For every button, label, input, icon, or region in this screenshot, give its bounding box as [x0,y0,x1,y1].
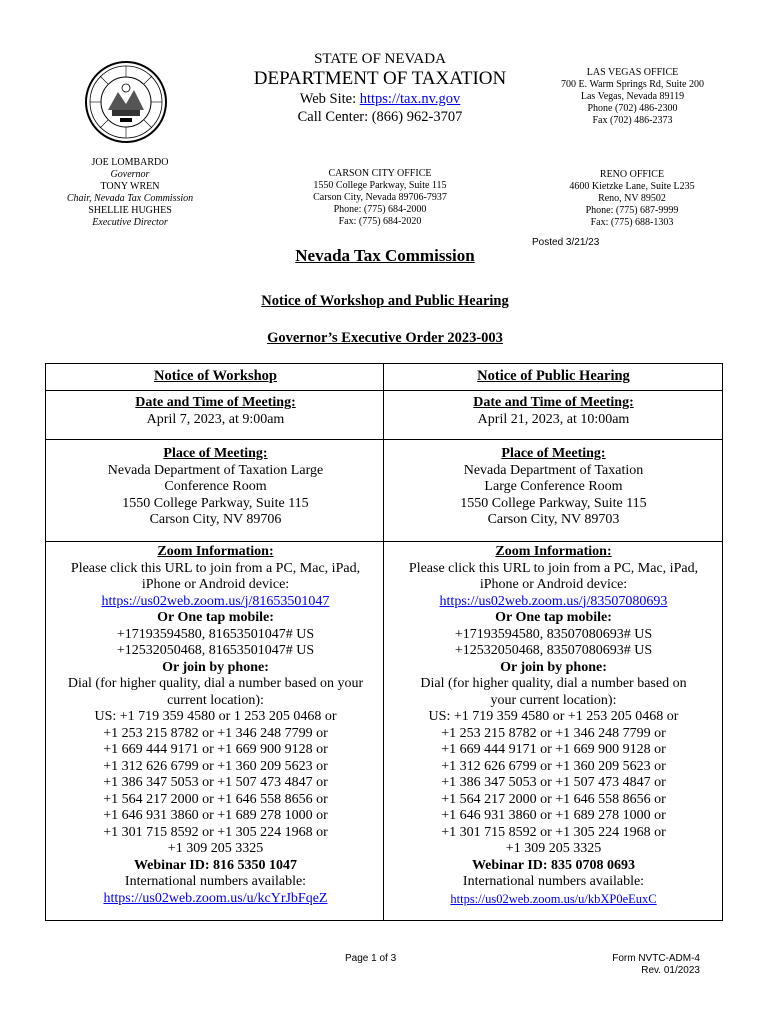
department-name: DEPARTMENT OF TAXATION [253,68,507,89]
phone-numbers-line: +1 309 205 3325 [167,841,264,856]
dial-text: Dial (for higher quality, dial a number based on [420,676,687,691]
dial-text: current location): [167,692,264,708]
office-address: 700 E. Warm Springs Rd, Suite 200 [561,79,704,90]
office-title: LAS VEGAS OFFICE [586,67,679,78]
zoom-label: Zoom Information: [157,544,274,559]
phone-numbers-line: +1 564 217 2000 or +1 646 558 8656 or [441,791,666,807]
place-line: Carson City, NV 89703 [487,512,620,527]
phone-numbers-line: +1 669 444 9171 or +1 669 900 9128 or [441,742,666,757]
dial-text: your current location): [490,692,617,708]
state-name: STATE OF NEVADA [314,51,446,67]
place-line: 1550 College Parkway, Suite 115 [122,495,309,511]
phone-numbers-line: +1 646 931 3860 or +1 689 278 1000 or [103,808,328,823]
hearing-place-cell [391,446,716,529]
webinar-id: Webinar ID: 816 5350 1047 [133,857,298,873]
phone-numbers-line: +1 646 931 3860 or +1 689 278 1000 or [441,808,666,823]
one-tap-label: Or One tap mobile: [495,610,612,625]
place-line: 1550 College Parkway, Suite 115 [460,495,647,511]
intl-label: International numbers available: [124,874,307,889]
hearing-date-cell [391,395,716,428]
phone-numbers-line: +1 669 444 9171 or +1 669 900 9128 or [103,742,328,757]
zoom-intro: Please click this URL to join from a PC, Mac, iPad, [70,560,361,576]
phone-numbers-line: +1 312 626 6799 or +1 360 209 5623 or [103,758,328,774]
nevada-seal-icon [84,60,168,144]
phone-numbers-line: +1 386 347 5053 or +1 507 473 4847 or [103,775,328,790]
phone-numbers-line: +1 253 215 8782 or +1 346 248 7799 or [441,725,666,741]
phone-numbers-line: +1 253 215 8782 or +1 346 248 7799 or [103,725,328,741]
hearing-intl-link[interactable]: https://us02web.zoom.us/u/kbXP0eEuxC [450,891,657,906]
posted-date: Posted 3/21/23 [532,237,600,248]
phone-numbers-line: +1 312 626 6799 or +1 360 209 5623 or [441,758,666,774]
workshop-date: April 7, 2023, at 9:00am [146,411,285,427]
office-address: 4600 Kietzke Lane, Suite L235 [569,181,695,192]
hearing-zoom-cell [391,544,716,907]
place-line: Nevada Department of Taxation [463,462,644,478]
phone-numbers-line: +1 309 205 3325 [505,841,602,856]
intl-label: International numbers available: [462,874,645,889]
office-phone: Phone: (775) 684-2000 [333,204,427,215]
place-label: Place of Meeting: [501,446,606,461]
hearing-date: April 21, 2023, at 10:00am [477,411,630,427]
notice-title: Notice of Workshop and Public Hearing [261,293,509,309]
website-line [230,90,530,108]
chair-name: TONY WREN [100,181,160,192]
by-phone-label: Or join by phone: [162,659,269,675]
meeting-table [45,363,723,921]
phone-numbers-line: US: +1 719 359 4580 or +1 253 205 0468 or [428,709,679,724]
page-number: Page 1 of 3 [345,953,397,964]
phone-numbers-line: US: +1 719 359 4580 or 1 253 205 0468 or [94,709,337,724]
by-phone-label: Or join by phone: [500,659,607,675]
webinar-id: Webinar ID: 835 0708 0693 [471,857,636,873]
one-tap-number: +12532050468, 81653501047# US [116,643,315,658]
place-line: Carson City, NV 89706 [149,512,282,527]
place-line: Conference Room [164,479,267,494]
place-label: Place of Meeting: [163,446,268,461]
phone-numbers-line: +1 301 715 8592 or +1 305 224 1968 or [441,824,666,840]
workshop-place-cell [54,446,377,529]
commission-title: Nevada Tax Commission [295,246,475,265]
director-name: SHELLIE HUGHES [88,205,172,216]
las-vegas-office [555,67,710,127]
website-label: Web Site: [299,91,360,107]
place-line: Large Conference Room [484,479,623,494]
office-title: RENO OFFICE [599,169,665,180]
row-divider [46,439,722,440]
hearing-zoom-link[interactable]: https://us02web.zoom.us/j/83507080693 [439,593,668,609]
office-title: CARSON CITY OFFICE [328,168,432,179]
letterhead [230,50,530,126]
date-label: Date and Time of Meeting: [473,395,634,410]
office-address: 1550 College Parkway, Suite 115 [313,180,447,191]
call-center: Call Center: (866) 962-3707 [297,109,463,125]
form-revision: Rev. 01/2023 [641,965,700,976]
office-city: Carson City, Nevada 89706-7937 [313,192,447,203]
form-id [580,953,700,977]
form-number: Form NVTC-ADM-4 [612,953,700,964]
officials-list [60,157,200,229]
one-tap-number: +12532050468, 83507080693# US [454,643,653,658]
zoom-intro: iPhone or Android device: [141,577,290,592]
column-divider [383,364,384,920]
office-phone: Phone (702) 486-2300 [587,103,678,114]
carson-city-office [300,168,460,228]
row-divider [46,390,722,391]
workshop-header: Notice of Workshop [154,368,277,384]
phone-numbers-line: +1 564 217 2000 or +1 646 558 8656 or [103,791,328,807]
office-fax: Fax: (775) 688-1303 [590,217,674,228]
governor-role: Governor [110,169,150,180]
office-fax: Fax: (775) 684-2020 [338,216,422,227]
zoom-intro: Please click this URL to join from a PC, Mac, iPad, [408,560,699,576]
zoom-label: Zoom Information: [495,544,612,559]
director-role: Executive Director [92,217,168,228]
dial-text: Dial (for higher quality, dial a number based on your [67,676,364,691]
phone-numbers-line: +1 386 347 5053 or +1 507 473 4847 or [441,775,666,790]
phone-numbers-line: +1 301 715 8592 or +1 305 224 1968 or [103,824,328,840]
place-line: Nevada Department of Taxation Large [107,462,324,478]
date-label: Date and Time of Meeting: [135,395,296,410]
one-tap-number: +17193594580, 81653501047# US [116,626,315,642]
one-tap-number: +17193594580, 83507080693# US [454,626,653,642]
workshop-zoom-link[interactable]: https://us02web.zoom.us/j/81653501047 [101,593,330,609]
workshop-date-cell [54,395,377,428]
chair-role: Chair, Nevada Tax Commission [66,193,194,204]
zoom-intro: iPhone or Android device: [479,577,628,592]
office-city: Las Vegas, Nevada 89119 [580,91,685,102]
executive-order-title: Governor’s Executive Order 2023-003 [267,330,503,346]
workshop-intl-link[interactable]: https://us02web.zoom.us/u/kcYrJbFqeZ [103,890,328,906]
office-city: Reno, NV 89502 [598,193,666,204]
office-fax: Fax (702) 486-2373 [592,115,673,126]
reno-office [562,169,702,229]
one-tap-label: Or One tap mobile: [157,610,274,625]
workshop-zoom-cell [54,544,377,907]
governor-name: JOE LOMBARDO [91,157,169,168]
website-link[interactable]: https://tax.nv.gov [359,91,461,107]
hearing-header: Notice of Public Hearing [477,368,630,384]
row-divider [46,541,722,542]
office-phone: Phone: (775) 687-9999 [585,205,679,216]
